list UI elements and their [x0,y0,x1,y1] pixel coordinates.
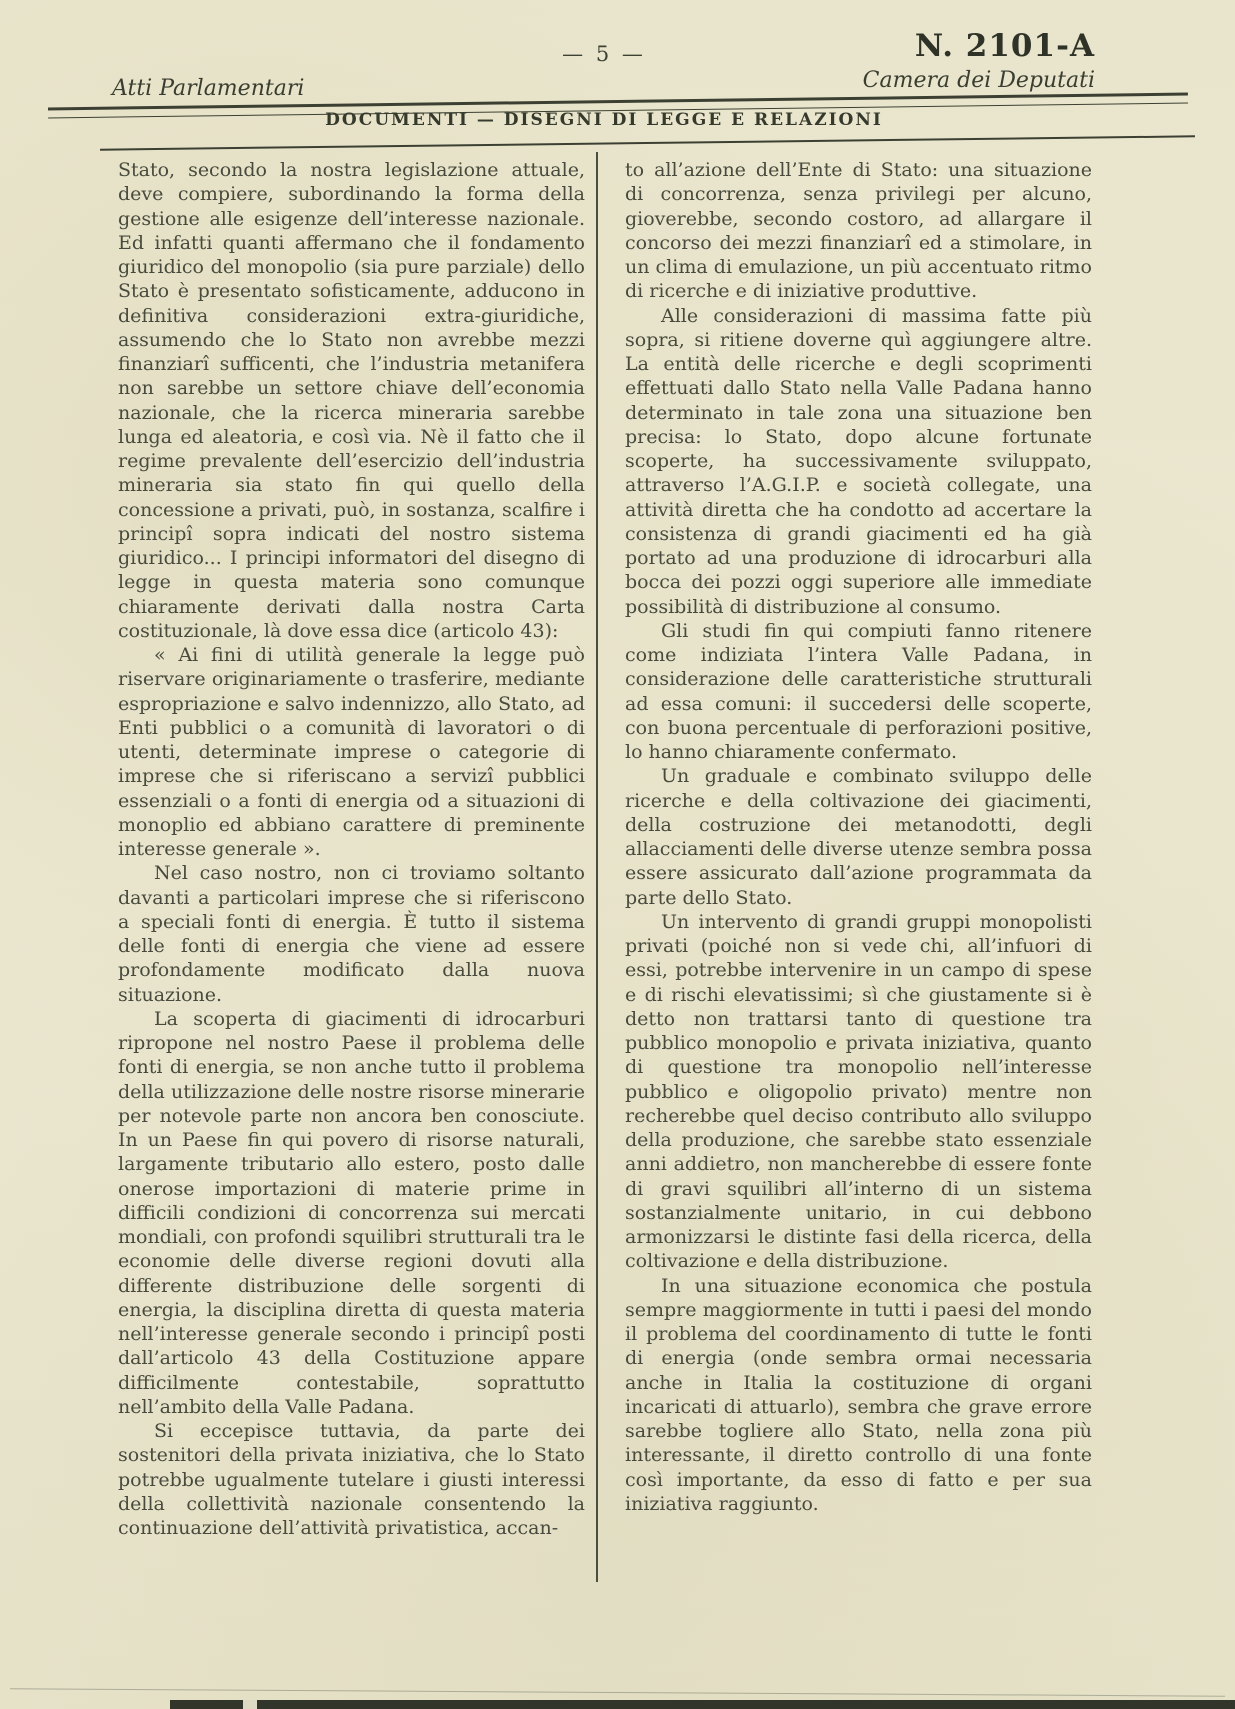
paragraph: In una situazione economica che postula sempre maggiormente in tutti i paesi del mondo il problema del coordinamento di tutte le fonti di energia (onde sembra ormai necessaria anche in Italia la costituzione di organi incaricati di attuarlo), sembra che grave errore sarebbe togliere allo Stato, nella zona più interessante, il diretto controllo di una fonte così importante, da esso di fatto e per sua iniziativa raggiunto. [625,1274,1092,1515]
right-column [625,158,1092,1540]
document-number: N. 2101-A [914,28,1095,64]
paragraph: La scoperta di giacimenti di idrocarburi ripropone nel nostro Paese il problema delle fonti di energia, se non anche tutto il problema della utilizzazione delle nostre risorse minerarie per notevole parte non ancora ben conosciute. In un Paese fin qui povero di risorse naturali, largamente tributario allo estero, posto dalle onerose importazioni di materie prime in difficili condizioni di concorrenza sui mercati mondiali, con profondi squilibri strutturali tra le economie delle diverse regioni dovuti alla differente distribuzione delle sorgenti di energia, la disciplina diretta di questa materia nell’interesse generale secondo i principî posti dall’articolo 43 della Costituzione appare difficilmente contestabile, soprattutto nell’ambito della Valle Padana. [118,1007,585,1418]
text-body [118,158,1092,1540]
paragraph: Un graduale e combinato sviluppo delle ricerche e della coltivazione dei giacimenti, della costruzione dei metanodotti, degli allacciamenti delle diverse utenze sembra possa essere assicurato dall’azione programmata da parte dello Stato. [625,765,1092,909]
header-single-rule [100,135,1195,150]
paragraph: Alle considerazioni di massima fatte più sopra, si ritiene doverne quì aggiungere altre. La entità delle ricerche e degli scoprimenti effettuati dallo Stato nella Valle Padana hanno determinato in tale zona una situazione ben precisa: lo Stato, dopo alcune fortunate scoperte, ha successivamente sviluppato, attraverso l’A.G.I.P. e società collegate, una attività diretta che ha condotto ad accertare la consistenza di grandi giacimenti ed ha già portato ad una produzione di idrocarburi alla bocca dei pozzi oggi superiore alle immediate possibilità di distribuzione al consumo. [625,304,1092,618]
paragraph: Stato, secondo la nostra legislazione attuale, deve compiere, subordinando la forma della gestione alle esigenze dell’interesse nazionale. Ed infatti quanti affermano che il fondamento giuridico del monopolio (sia pure parziale) dello Stato è presentato sofisticamente, adducono in definitiva considerazioni extra-giuridiche, assumendo che lo Stato non avrebbe mezzi finanziarî sufficenti, che l’industria metanifera non sarebbe un settore chiave dell’economia nazionale, che la ricerca mineraria sarebbe lunga ed aleatoria, e così via. Nè il fatto che il regime prevalente dell’esercizio dell’industria mineraria sia stato fin qui quello della concessione a privati, può, in sostanza, scalfire i principî sopra indicati del nostro sistema giuridico... I principi informatori del disegno di legge in questa materia sono comunque chiaramente derivati dalla nostra Carta costituzionale, là dove essa dice (articolo 43): [118,159,585,642]
paragraph: « Ai fini di utilità generale la legge può riservare originariamente o trasferire, mediante espropriazione e salvo indennizzo, allo Stato, ad Enti pubblici o a comunità di lavoratori o di utenti, determinate imprese o categorie di imprese che si riferiscano a servizî pubblici essenziali o a fonti di energia od a situazioni di monoplio ed abbiano carattere di preminente interesse generale ». [118,644,585,860]
running-title-atti-parlamentari: Atti Parlamentari [112,76,305,101]
scan-artifact-line [10,1688,1225,1696]
paragraph: Gli studi fin qui compiuti fanno ritenere come indiziata l’intera Valle Padana, in considerazione delle caratteristiche strutturali ad essa comuni: il succedersi delle scoperte, con buona percentuale di perforazioni positive, lo hanno chiaramente confermato. [625,619,1092,763]
scan-edge-notch [243,1700,257,1709]
left-column [118,158,585,1540]
paragraph: to all’azione dell’Ente di Stato: una situazione di concorrenza, senza privilegi per alcuno, gioverebbe, secondo costoro, ad allargare il concorso dei mezzi finanziarî ed a stimolare, in un clima di emulazione, un più accentuato ritmo di ricerche e di iniziative produttive. [625,159,1092,303]
scan-edge-shadow [170,1700,1235,1709]
paragraph: Si eccepisce tuttavia, da parte dei sostenitori della privata iniziativa, che lo Stato potrebbe ugualmente tutelare i giusti interessi della collettività nazionale consentendo la continuazione dell’attività privatistica, accan- [118,1420,585,1539]
page-number: — 5 — [562,42,646,66]
paragraph: Nel caso nostro, non ci troviamo soltanto davanti a particolari imprese che si riferiscono a speciali fonti di energia. È tutto il sistema delle fonti di energia che viene ad essere profondamente modificato dalla nuova situazione. [118,862,585,1006]
section-banner: DOCUMENTI — DISEGNI DI LEGGE E RELAZIONI [325,110,883,130]
running-title-camera-dei-deputati: Camera dei Deputati [862,68,1095,93]
paragraph: Un intervento di grandi gruppi monopolisti privati (poiché non si vede chi, all’infuori di essi, potrebbe intervenire in un campo di spese e di rischi elevatissimi; sì che giustamente si è detto non trattarsi tanto di questione tra pubblico monopolio e privata iniziativa, quanto di questione tra monopolio nell’interesse pubblico e oligopolio privato) mentre non recherebbe quel deciso contributo allo sviluppo della produzione, che sarebbe stato essenziale anni addietro, non mancherebbe di essere fonte di gravi squilibri all’interno di un sistema sostanzialmente unitario, in cui debbono armonizzarsi le distinte fasi della ricerca, della coltivazione e della distribuzione. [625,910,1092,1273]
